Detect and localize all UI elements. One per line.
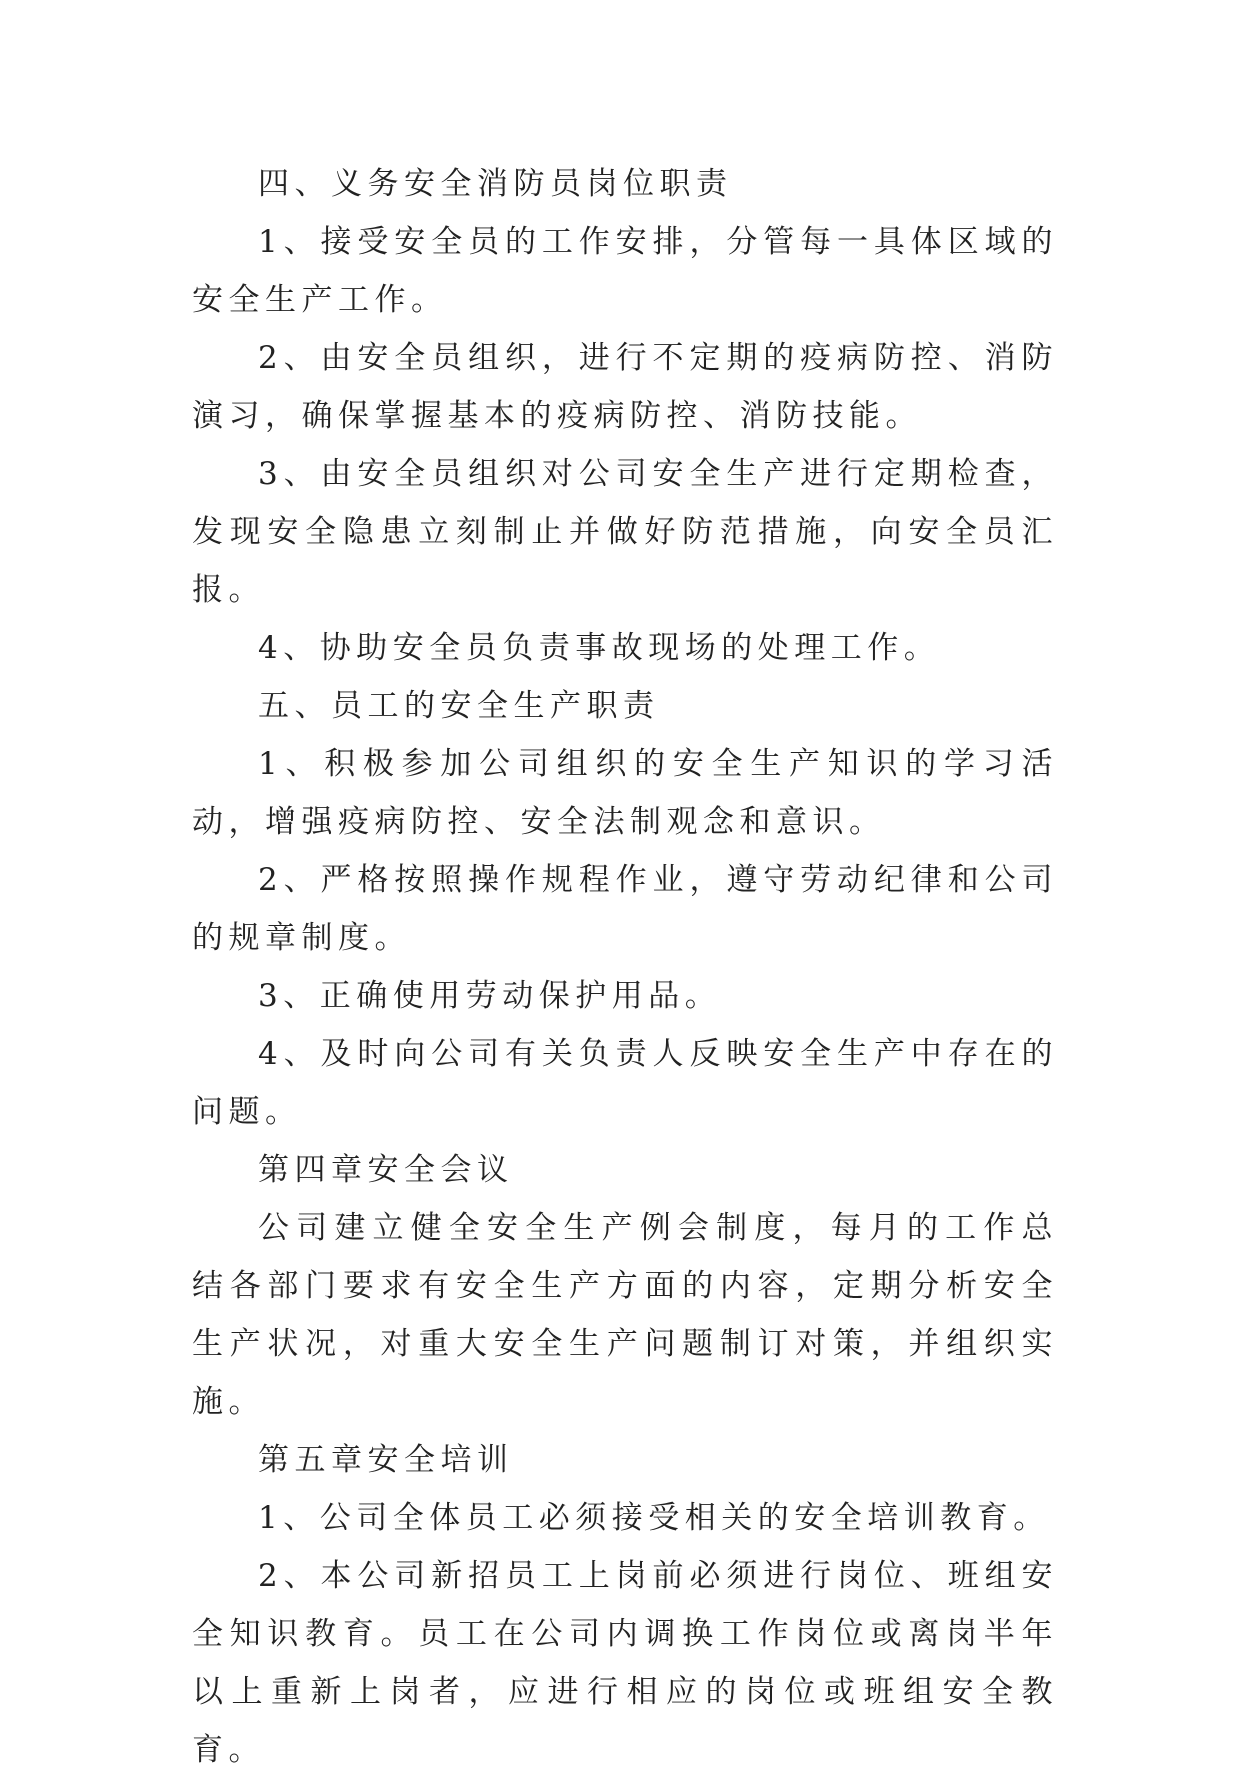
- list-item: 4、及时向公司有关负责人反映安全生产中存在的问题。: [192, 1036, 1058, 1130]
- list-item: 1、公司全体员工必须接受相关的安全培训教育。: [258, 1500, 1050, 1536]
- list-item: 1、积极参加公司组织的安全生产知识的学习活动，增强疫病防控、安全法制观念和意识。: [192, 746, 1058, 840]
- list-item: 2、由安全员组织，进行不定期的疫病防控、消防演习，确保掌握基本的疫病防控、消防技能。: [192, 340, 1058, 434]
- chapter-heading-safety-training: 第五章安全培训: [258, 1442, 514, 1478]
- document-body: [192, 155, 1058, 1779]
- body-paragraph: 公司建立健全安全生产例会制度，每月的工作总结各部门要求有安全生产方面的内容，定期分析安全生产状况，对重大安全生产问题制订对策，并组织实施。: [192, 1210, 1058, 1420]
- list-item: 1、接受安全员的工作安排，分管每一具体区域的安全生产工作。: [192, 224, 1058, 318]
- section-heading-volunteer-fire-duties: 四、义务安全消防员岗位职责: [258, 166, 733, 202]
- list-item: 4、协助安全员负责事故现场的处理工作。: [258, 630, 941, 666]
- list-item: 2、严格按照操作规程作业，遵守劳动纪律和公司的规章制度。: [192, 862, 1058, 956]
- list-item: 3、由安全员组织对公司安全生产进行定期检查，发现安全隐患立刻制止并做好防范措施，向安全员汇报。: [192, 456, 1058, 608]
- list-item: 2、本公司新招员工上岗前必须进行岗位、班组安全知识教育。员工在公司内调换工作岗位或离岗半年以上重新上岗者，应进行相应的岗位或班组安全教育。: [192, 1558, 1058, 1768]
- section-heading-employee-duties: 五、员工的安全生产职责: [258, 688, 660, 724]
- list-item: 3、正确使用劳动保护用品。: [258, 978, 722, 1014]
- chapter-heading-safety-meetings: 第四章安全会议: [258, 1152, 514, 1188]
